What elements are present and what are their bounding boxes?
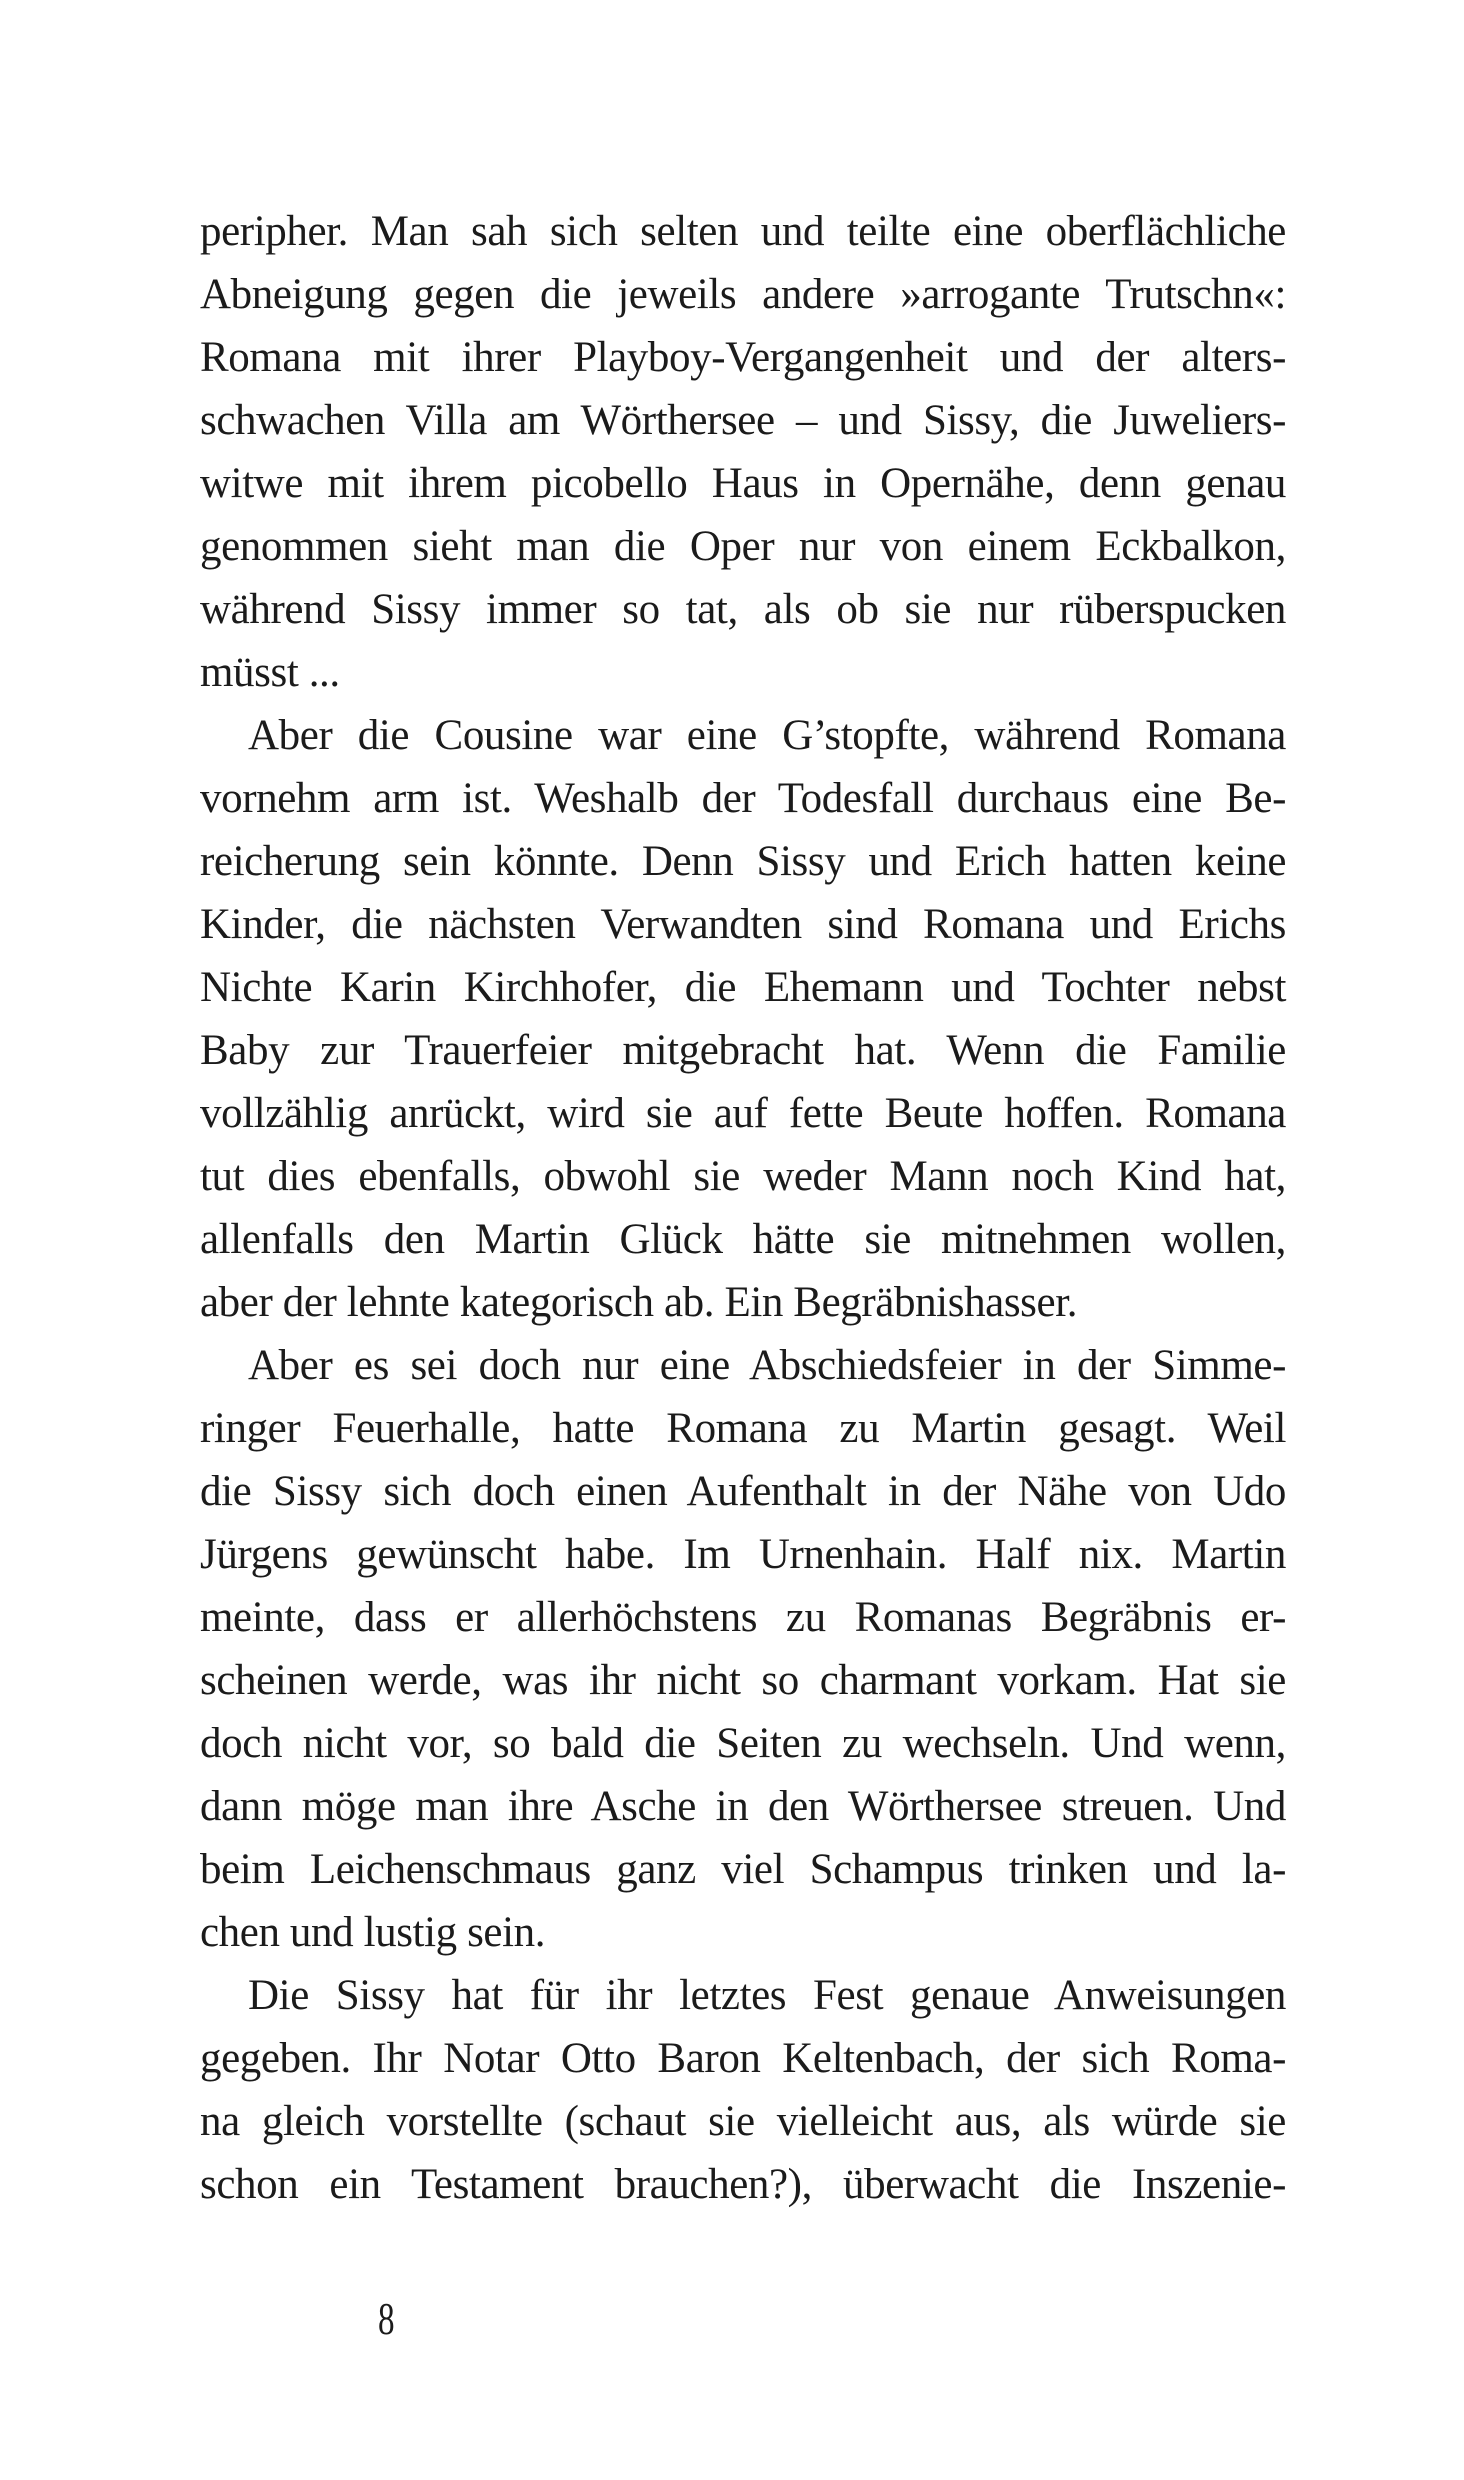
page-text — [200, 200, 1286, 2216]
text-line: na gleich vorstellte (schaut sie vielleicht aus, als würde sie — [200, 2098, 1286, 2145]
text-line: Romana mit ihrer Playboy-Vergangenheit und der alters- — [200, 334, 1286, 381]
text-line: während Sissy immer so tat, als ob sie nur rüberspucken — [200, 586, 1286, 633]
text-line: genommen sieht man die Oper nur von einem Eckbalkon, — [200, 523, 1286, 570]
text-line: scheinen werde, was ihr nicht so charmant vorkam. Hat sie — [200, 1657, 1286, 1704]
text-line: allenfalls den Martin Glück hätte sie mitnehmen wollen, — [200, 1216, 1286, 1263]
text-line: vornehm arm ist. Weshalb der Todesfall durchaus eine Be- — [200, 775, 1286, 822]
text-line: die Sissy sich doch einen Aufenthalt in der Nähe von Udo — [200, 1468, 1286, 1515]
text-line: beim Leichenschmaus ganz viel Schampus trinken und la- — [200, 1846, 1286, 1893]
text-line: schon ein Testament brauchen?), überwacht die Inszenie- — [200, 2161, 1286, 2208]
text-line: Nichte Karin Kirchhofer, die Ehemann und Tochter nebst — [200, 964, 1286, 1011]
paragraph — [200, 1964, 1286, 2216]
paragraph — [200, 200, 1286, 704]
text-line: Baby zur Trauerfeier mitgebracht hat. Wenn die Familie — [200, 1027, 1286, 1074]
paragraph — [200, 704, 1286, 1334]
text-line: chen und lustig sein. — [200, 1909, 546, 1956]
text-line: Aber die Cousine war eine G’stopfte, während Romana — [248, 712, 1286, 759]
text-line: dann möge man ihre Asche in den Wörthersee streuen. Und — [200, 1783, 1286, 1830]
text-line: meinte, dass er allerhöchstens zu Romanas Begräbnis er- — [200, 1594, 1286, 1641]
text-line: müsst ... — [200, 649, 340, 696]
text-line: ringer Feuerhalle, hatte Romana zu Martin gesagt. Weil — [200, 1405, 1286, 1452]
text-line: Kinder, die nächsten Verwandten sind Romana und Erichs — [200, 901, 1286, 948]
text-line: Die Sissy hat für ihr letztes Fest genaue Anweisungen — [248, 1972, 1286, 2019]
page-number: 8 — [378, 2293, 395, 2344]
text-line: reicherung sein könnte. Denn Sissy und Erich hatten keine — [200, 838, 1286, 885]
text-line: vollzählig anrückt, wird sie auf fette Beute hoffen. Romana — [200, 1090, 1286, 1137]
text-line: aber der lehnte kategorisch ab. Ein Begräbnishasser. — [200, 1279, 1078, 1326]
text-line: schwachen Villa am Wörthersee – und Sissy, die Juweliers- — [200, 397, 1286, 444]
text-line: tut dies ebenfalls, obwohl sie weder Mann noch Kind hat, — [200, 1153, 1286, 1200]
text-line: Aber es sei doch nur eine Abschiedsfeier in der Simme- — [248, 1342, 1286, 1389]
paragraph — [200, 1334, 1286, 1964]
text-line: peripher. Man sah sich selten und teilte eine oberflächliche — [200, 208, 1286, 255]
text-line: Abneigung gegen die jeweils andere »arrogante Trutschn«: — [200, 271, 1286, 318]
text-line: doch nicht vor, so bald die Seiten zu wechseln. Und wenn, — [200, 1720, 1286, 1767]
text-line: gegeben. Ihr Notar Otto Baron Keltenbach, der sich Roma- — [200, 2035, 1286, 2082]
text-line: Jürgens gewünscht habe. Im Urnenhain. Half nix. Martin — [200, 1531, 1286, 1578]
text-line: witwe mit ihrem picobello Haus in Opernähe, denn genau — [200, 460, 1286, 507]
